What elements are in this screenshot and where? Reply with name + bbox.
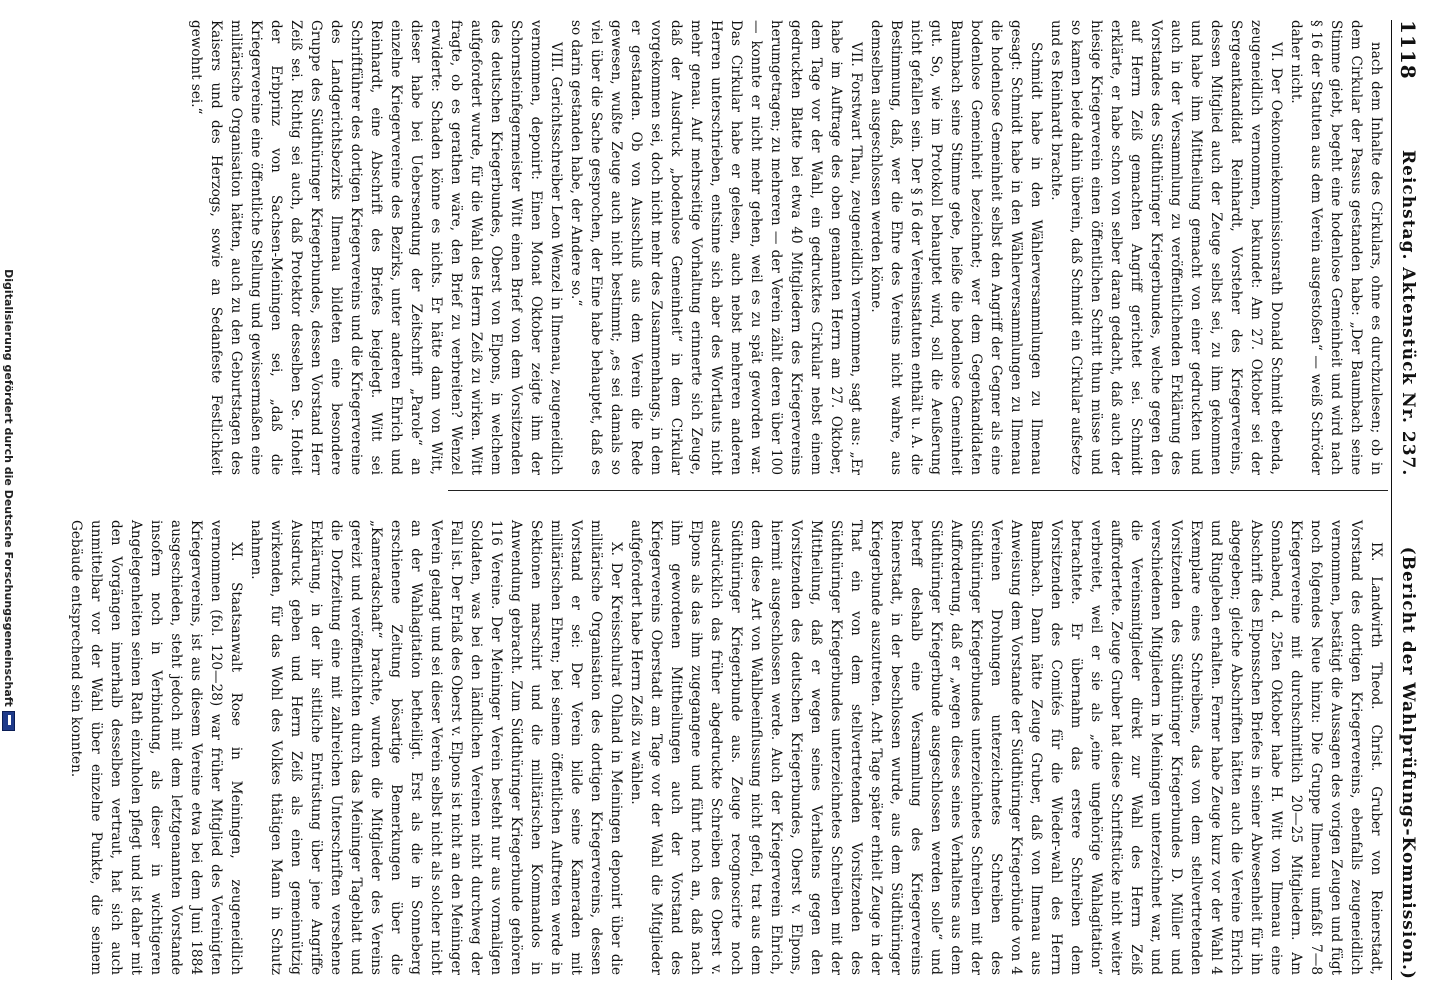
paragraph: Schmidt habe in den Wählerversammlungen zu Ilmenau gesagt: Schmidt habe in den Wählerversammlungen zu Ilmenau die hodenlose Gemeinheit selbst den Angriff der Gegner als eine bodenlose Gemeinheit bezeichnet; wer dem Gegenkandidaten Baumbach seine Stimme gebe, heiße die bodenlose Gemeinheit gut. So, wie im Protokoll behauptet wird, soll die Aeußerung nicht gefallen sein. Der § 16 der Vereinsstatuten enthält u. A. die Bestimmung, daß, wer die Ehre des Vereins nicht wahre, aus demselben ausgeschlossen werden könne. [868,20,1044,475]
page-title: Reichstag. Aktenstück Nr. 237. [1398,150,1418,477]
paragraph: XI. Staatsanwalt Rose in Meiningen, zeugeneidlich vernommen (fol. 120—28) war früher Mitglied des Vereinigten Kriegervereins, ist aus diesem Vereine etwa bei dem Juni 1884 ausgeschieden, steht jedoch mit dem letztgenannten Vorstande insofern noch in Verbindung, als dieser in wichtigeren Angelegenheiten seinen Rath einzuholen pflegt und ist daher mit den Vorgängen innerhalb desselben vertraut, hat sich auch unmittelbar vor der Wahl über einzelne Punkte, die seinem Gebäude entsprechend sein konnten. [68,520,244,975]
column-divider [448,490,1388,491]
paragraph: VIII. Gerichtsschreiber Leon Wenzel in Ilmenau, zeugeneidlich vernommen, deponirt: Einen Monat Oktober zeigte ihm der Schornsteinfegermeister Witt einen Brief von dem Vorsitzenden des deutschen Kriegerbundes, Oberst von Elpons, in welchem aufgefordert wurde, für die Wahl des Herrn Zeiß zu wirken. Witt fragte, ob es gerathen wäre, den Brief zu verbreiten? Wenzel erwiderte: Schaden könne es nichts. Er hätte dann von Witt, dieser habe bei Uebersendung der Zeitschrift „Parole“ an einzelne Kriegervereine des Bezirks, unter anderen Ehrich und Reinhardt, eine Abschrift des Briefes beigelegt. Witt sei Schriftführer des dortigen Kriegervereins und die Kriegervereine des Landgerichtsbezirks Ilmenau bildeten eine besondere Gruppe des Südthüringer Kriegerbundes, dessen Vorstand Herr Zeiß sei. Richtig sei auch, daß Protektor desselben Se. Hoheit der Erbprinz von Sachsen-Meiningen sei, „daß die Kriegervereine eine öffentliche Stellung und gewissermaßen eine militärische Organisation hätten, auch zu den Geburtstagen des Kaisers und des Herzogs, sowie an Sedanfeste Festlichkeit gewohnt sei.“ [188,20,564,475]
left-column [188,20,1386,475]
page-number: 1118 [1396,20,1420,80]
paragraph: IX. Landwirth Theod. Christ. Gruber von Reinerstadt, Vorstand des dortigen Kriegervereins, ebenfalls zeugeneidlich vernommen, bestätigt die Aussagen des vorigen Zeugen und fügt noch folgendes Neue hinzu: Die Gruppe Ilmenau umfaßt 7—8 Kriegervereine mit durchschnittlich 20—25 Mitgliedern. Am Sonnabend, d. 25ten Oktober habe H. Witt von Ilmenau eine Abschrift des Elponsschen Briefes in seiner Abwesenheit für ihn abgegeben; gleiche Abschriften hätten auch die Vereine Ehrich und Ringleben erhalten. Ferner habe Zeuge kurz vor der Wahl 4 Exemplare eines Schreibens, das von dem stellvertretenden Vorsitzenden des Südthüringer Kriegerbundes D. Müller und verschiedenen Mitgliedern in Meiningen unterzeichnet war, und die Vereinsmitglieder direkt zur Wahl des Herrn Zeiß auffordertete. Zeuge Gruber hat diese Schriftstücke nicht weiter verbreitet, weil er sie als „eine ungehörige Wahlagitation“ betrachtete. Er übernahm das erstere Schreiben dem Vorsitzenden des Comités für die Wieder-wahl des Herrn Baumbach. Dann hätte Zeuge Gruber, daß von Ilmenau aus Anweisung dem Vorstande der Südthüringer Kriegerbünde von 4 Vereinen Drohungen unterzeichnetes Schreiben des Südthüringer Kriegerbundes unterzeichnetes Schreiben mit der Aufforderung, daß er „wegen dieses seines Verhaltens aus dem Südthüringer Kriegerbunde ausgeschlossen werden solle“ und betreff deshalb eine Versammlung des Kriegervereins Reinerstadt, in der beschlossen wurde, aus dem Südthüringer Kriegerbunde auszutreten. Acht Tage später erhielt Zeuge in der That ein von dem stellvertretenden Vorsitzenden des Südthüringer Kriegerbundes unterzeichnetes Schreiben mit der Mittheilung, daß er wegen seines Verhaltens gegen den Vorsitzenden des deutschen Kriegerbundes, Oberst v. Elpons, hiermit ausgeschlossen werde. Auch der Kriegerverein Ehrich, dem diese Art von Wahlbeeinflussung nicht gefiel, trat aus dem Südthüringer Kriegerbunde aus. Zeuge recognoscirte noch ausdrücklich das früher abgedruckte Schreiben des Oberst v. Elpons als das ihm zugegangene und führt noch an, daß nach ihm gewordenen Mittheilungen auch der Vorstand des Kriegervereins Oberstadt am Tage vor der Wahl die Mitglieder aufgefordert habe Herrn Zeiß zu wählen. [628,520,1384,975]
paragraph: VI. Der Oekonomiekommissionsrath Donald Schmidt ebenda, zeugeneidlich vernommen, bekundet: Am 27. Oktober sei der Sergeantkandidat Reinhardt, Vorsteher des Kriegervereins, dessen Mitglied auch der Zeuge selbst sei, zu ihm gekommen und habe ihm Mittheilung gemacht von einer gedruckten und auch in der Versammlung zu veröffentlichenden Erklärung des Vorstandes des Südthüringer Kriegerbundes, welche gegen den auf Herrn Zeiß gemachten Angriff gerichtet sei. Schmidt erklärte, er habe schon von selber daran gedacht, daß auch der hiesige Kriegerverein einen öffentlichen Schritt thun müsse und so kamen beide dahin überein, daß Schmidt ein Cirkular aufsetze und es Reinhardt brachte. [1048,20,1284,475]
footer [0,0,18,1000]
page-subtitle: (Bericht der Wahlprüfungs-Kommission.) [1398,546,1418,980]
right-column [68,520,1386,975]
paragraph: X. Der Kreisschulrat Ohland in Meiningen deponirt über die militärische Organisation des dortigen Kriegervereins, dessen Vorstand er sei: Der Verein bilde seine Kameraden mit militärischen Ehren; bei seinem öffentlichen Auftreten werde in Sektionen marschirt und die militärischen Kommandos in Anwendung gebracht. Zum Südthüringer Kriegerbunde gehören 116 Vereine. Der Meininger Verein besteht nur aus vormaligen Soldaten, was bei den ländlichen Vereinen nicht durchweg der Fall ist. Der Erlaß des Oberst v. Elpons ist nicht an den Meininger Verein gelangt und sei dieser Verein selbst nicht als solcher nicht an der Wahlagitation betheiligt. Erst als die in Sonneberg erschienene Zeitung bösartige Bemerkungen über die „Kameradschaft“ brachte, wurden die Mitglieder des Vereins gereizt und veröffentlichten durch das Meininger Tageblatt und die Dorfzeitung eine mit zahlreichen Unterschriften versehene Erklärung, in der ihr sittliche Entrüstung über jene Angriffe Ausdruck geben und Herrn Zeiß als einen gemeinnützig wirkenden, für das Wohl des Volkes thätigen Mann in Schutz nahmen. [248,520,624,975]
page-header [1391,20,1424,980]
footer-text: Digitalisierung gefördert durch die Deutsche Forschungsgemeinschaft [2,269,16,707]
paragraph: nach dem Inhalte des Cirkulars, ohne es durchzulesen; ob in dem Cirkular der Passus gestanden habe: „Der Baumbach seine Stimme giebt, begeht eine hodenlose Gemeinheit und wird nach § 16 der Statuten aus dem Verein ausgestoßen“ — weiß Schröder daher nicht. [1288,20,1384,475]
dfg-logo-icon [3,711,16,731]
paragraph: VII. Forstwart Thau, zeugeneidlich vernommen, sagt aus: „Er habe im Auftrage des oben genannten Herrn am 27. Oktober, dem Tage vor der Wahl, ein gedrucktes Cirkular nebst einem gedruckten Blatte bei etwa 40 Mitgliedern des Kriegervereins herumgetragen; zu mehreren — der Verein zählt deren über 100 — konnte er nicht mehr gehen, weil es zu spät geworden war. Das Cirkular habe er gelesen, auch nebst mehreren anderen Herren unterschrieben, entsinne sich aber des Wortlauts nicht mehr genau. Auf mehrseitige Vorhaltung erinnerte sich Zeuge, daß der Ausdruck „bodenlose Gemeinheit“ in dem Cirkular vorgekommen sei, doch nicht mehr des Zusammenhangs, in dem er gestanden. Ob von Ausschluß aus dem Verein die Rede gewesen, wußte Zeuge auch nicht bestimmt; „es sei damals so viel über die Sache gesprochen, der Eine habe behauptet, daß es so darin gestanden habe, der Andere so.“ [568,20,864,475]
